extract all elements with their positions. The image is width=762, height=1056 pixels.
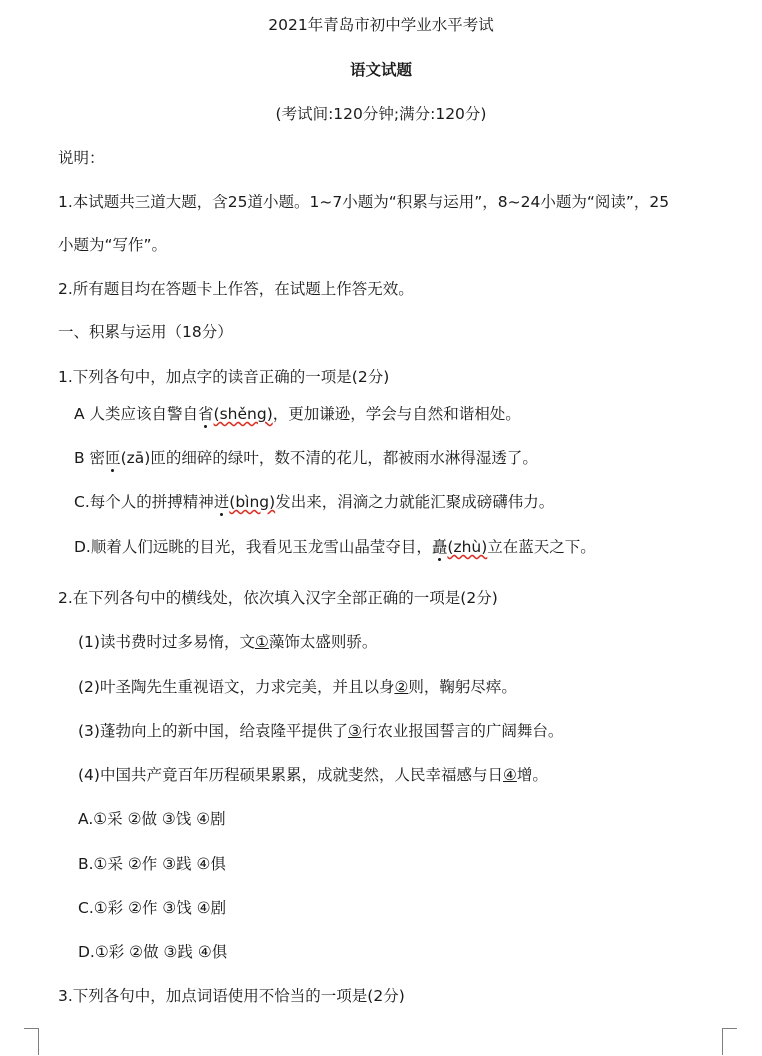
q2-sentence-1-prefix: (1)读书费时过多易惰，文 [78, 633, 255, 651]
instruction-1-line-1: 1.本试题共三道大题，含25道小题。1~7小题为“积累与运用”，8~24小题为“阅读”，25 [58, 193, 670, 211]
q2-sentence-4-prefix: (4)中国共产竟百年历程硕果累累，成就斐然，人民幸福感与日 [78, 766, 503, 784]
q2-sentence-1-suffix: 藻饰太盛则骄。 [268, 633, 378, 651]
q2-sentence-2 [78, 677, 517, 697]
q2-option-c: C.①彩 ②作 ③饯 ④剧 [78, 899, 227, 917]
q1-option-b-dotted-char: 匝 [105, 449, 121, 467]
q2-sentence-1 [78, 632, 377, 652]
q2-sentence-2-blank: ② [394, 678, 409, 696]
q1-option-d-dotted-char: 矗 [431, 538, 448, 556]
q1-option-d-pinyin: (zhù) [447, 538, 488, 556]
q2-sentence-3-suffix: 行农业报国誓言的广阔舞台。 [361, 722, 564, 740]
q1-option-c-prefix: C.每个人的拼搏精神 [74, 493, 214, 511]
q1-option-a-pinyin: (shěng) [213, 405, 273, 423]
q2-option-d: D.①彩 ②做 ③践 ④俱 [78, 943, 228, 961]
q1-option-a [74, 404, 521, 424]
q2-option-b: B.①采 ②作 ③践 ④俱 [78, 855, 226, 873]
q2-sentence-4 [78, 765, 548, 785]
subject-title: 语文试题 [349, 61, 412, 79]
section-1-heading: 一、积累与运用（18分） [58, 323, 233, 341]
q2-sentence-4-blank: ④ [502, 766, 517, 784]
q1-option-a-dotted-char: 省 [198, 405, 214, 423]
q2-sentence-3-prefix: (3)蓬勃向上的新中国，给袁隆平提供了 [78, 722, 348, 740]
instruction-2: 2.所有题目均在答题卡上作答，在试题上作答无效。 [58, 280, 414, 298]
page-corner-mark-left [24, 1028, 39, 1055]
q2-option-a: A.①采 ②做 ③饯 ④剧 [78, 810, 226, 828]
q1-option-b-suffix: 匝的细碎的绿叶，数不清的花儿，都被雨水淋得湿透了。 [150, 449, 538, 467]
page-corner-mark-right [722, 1028, 737, 1055]
q2-sentence-1-blank: ① [254, 633, 269, 651]
q1-option-b-pinyin: (zā) [120, 449, 151, 467]
q2-sentence-2-suffix: 则，鞠躬尽瘁。 [408, 678, 517, 696]
exam-time-info: (考试间:120分钟;满分:120分) [275, 105, 487, 123]
q2-sentence-4-suffix: 增。 [516, 766, 548, 784]
q1-option-c-pinyin: (bìng) [229, 493, 276, 511]
q1-option-a-prefix: A 人类应该自警自 [74, 405, 199, 423]
q1-option-c-dotted-char: 迸 [213, 493, 230, 511]
q1-option-c [74, 492, 554, 512]
q1-option-a-suffix: ，更加谦逊，学会与自然和谐相处。 [272, 405, 521, 423]
question-2-stem: 2.在下列各句中的横线处，依次填入汉字全部正确的一项是(2分) [58, 589, 498, 607]
q1-option-b-prefix: B 密 [74, 449, 106, 467]
instruction-1-line-2: 小题为“写作”。 [58, 236, 168, 254]
q1-option-d-suffix: 立在蓝天之下。 [487, 538, 596, 556]
q2-sentence-2-prefix: (2)叶圣陶先生重视语文，力求完美，并且以身 [78, 678, 395, 696]
q1-option-b [74, 448, 538, 468]
question-3-stem: 3.下列各句中，加点词语使用不恰当的一项是(2分) [58, 987, 405, 1005]
q1-option-d [74, 537, 596, 557]
q1-option-c-suffix: 发出来，涓滴之力就能汇聚成磅礴伟力。 [275, 493, 555, 511]
q2-sentence-3-blank: ③ [347, 722, 362, 740]
exam-title: 2021年青岛市初中学业水平考试 [268, 16, 494, 34]
question-1-stem: 1.下列各句中，加点字的读音正确的一项是(2分) [58, 368, 390, 386]
q1-option-d-prefix: D.顺着人们远眺的目光，我看见玉龙雪山晶莹夺目， [74, 538, 432, 556]
q2-sentence-3 [78, 721, 563, 741]
instructions-heading: 说明： [58, 149, 105, 167]
